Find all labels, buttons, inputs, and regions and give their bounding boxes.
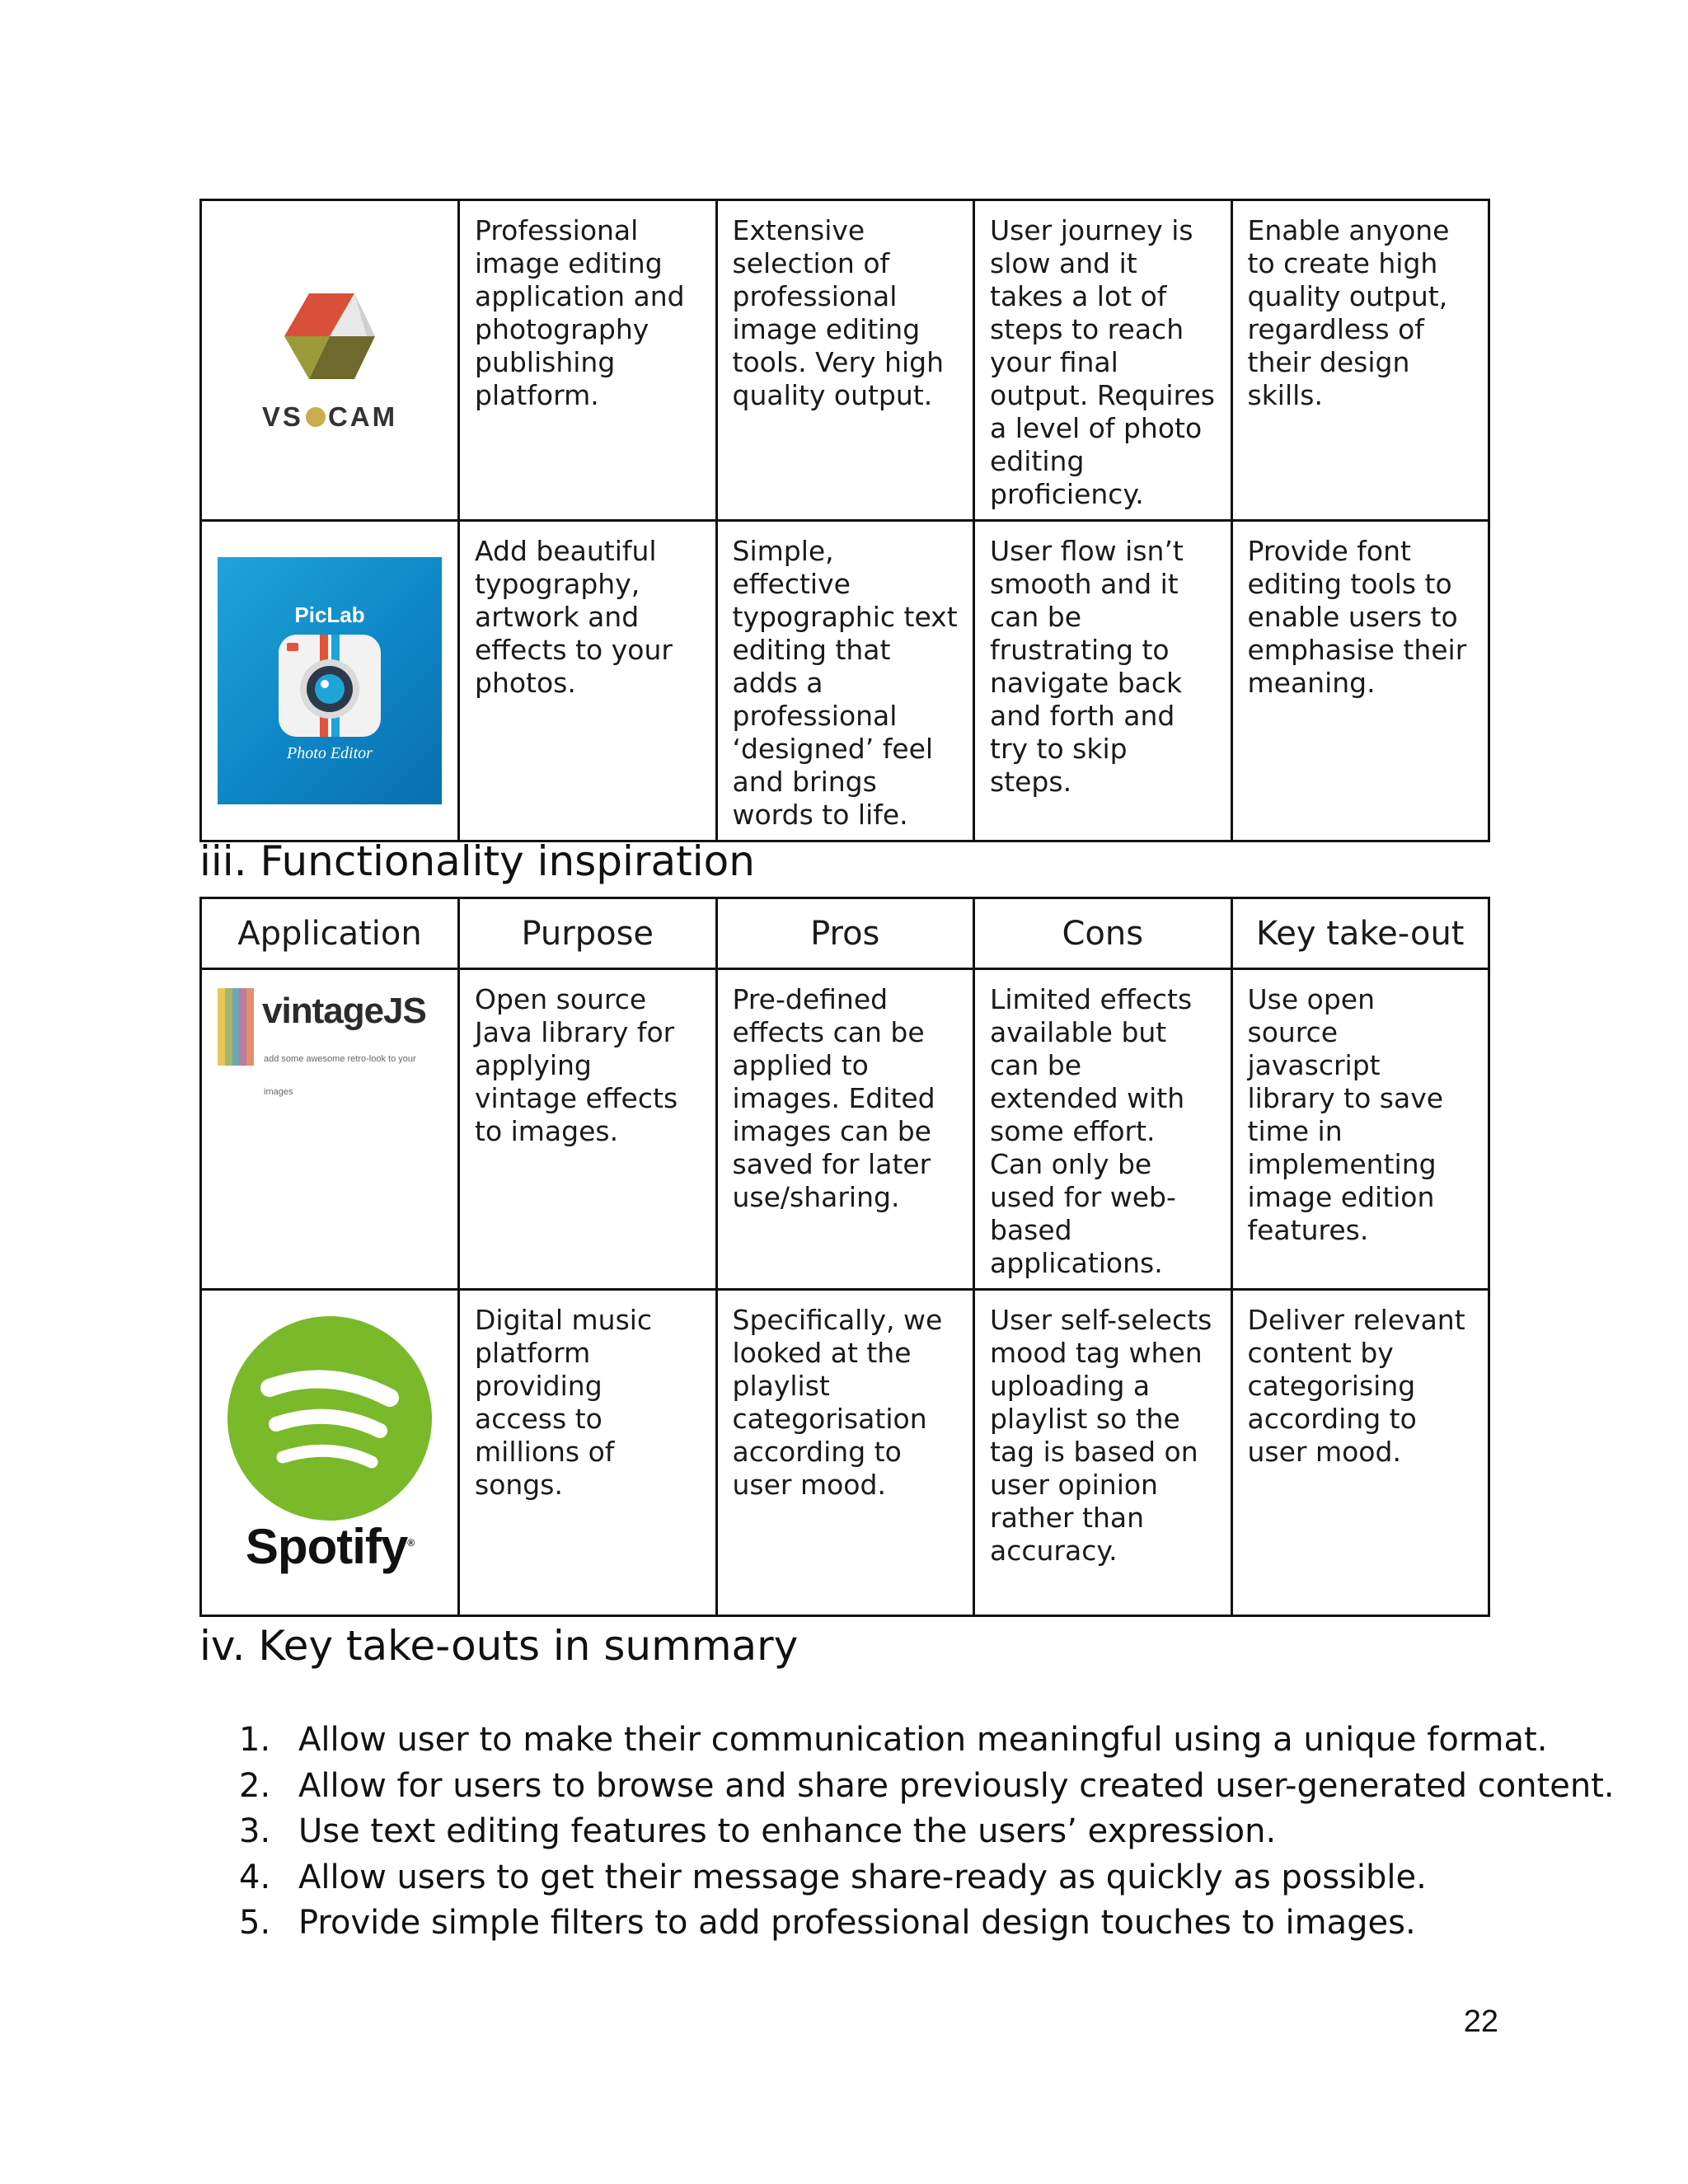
inspiration-table (199, 199, 1490, 842)
table-header-row (201, 898, 1489, 969)
spotify-wordmark: Spotify® (245, 1519, 415, 1574)
purpose-cell: Professional image editing application and photography publishing platform. (459, 200, 717, 521)
piclab-title: PicLab (294, 602, 365, 627)
takeout-cell: Use open source javascript library to save time in implementing image edition features. (1231, 969, 1489, 1290)
purpose-cell: Open source Java library for applying vintage effects to images. (459, 969, 717, 1290)
functionality-table (199, 897, 1490, 1617)
list-item: 4. Allow users to get their message share-ready as quickly as possible. (239, 1858, 1427, 1896)
purpose-cell: Digital music platform providing access to millions of songs. (459, 1290, 717, 1616)
pros-cell: Specifically, we looked at the playlist categorisation according to user mood. (716, 1290, 974, 1616)
header-application: Application (201, 898, 459, 969)
color-bars-icon (218, 988, 254, 1066)
takeout-cell: Provide font editing tools to enable users to emphasise their meaning. (1231, 521, 1489, 841)
cons-cell: Limited effects available but can be extended with some effort. Can only be used for web-based applications. (974, 969, 1232, 1290)
summary-list (239, 1718, 1615, 1947)
vsco-logo-icon (276, 287, 383, 386)
header-purpose: Purpose (459, 898, 717, 969)
list-item: 2. Allow for users to browse and share previously created user-generated content. (239, 1766, 1615, 1805)
header-pros: Pros (716, 898, 974, 969)
cons-cell: User journey is slow and it takes a lot of steps to reach your final output. Requires a level of photo editing proficiency. (974, 200, 1232, 521)
spotify-logo (212, 1315, 448, 1574)
table-row (201, 200, 1489, 521)
takeout-cell: Enable anyone to create high quality output, regardless of their design skills. (1231, 200, 1489, 521)
table-row (201, 1290, 1489, 1616)
piclab-subtitle: Photo Editor (287, 744, 373, 762)
table-row (201, 969, 1489, 1290)
functionality-heading: iii. Functionality inspiration (199, 837, 755, 885)
pros-cell: Simple, effective typographic text editing that adds a professional ‘designed’ feel and brings words to life. (716, 521, 974, 841)
vintagejs-title: vintageJS (262, 991, 426, 1031)
piclab-logo (218, 557, 442, 804)
list-item: 1. Allow user to make their communication meaningful using a unique format. (239, 1721, 1548, 1759)
header-cons: Cons (974, 898, 1232, 969)
vsco-cam-logo (212, 287, 448, 434)
takeout-cell: Deliver relevant content by categorising according to user mood. (1231, 1290, 1489, 1616)
page-number: 22 (1463, 2004, 1498, 2039)
purpose-cell: Add beautiful typography, artwork and effects to your photos. (459, 521, 717, 841)
vintagejs-logo-cell (201, 969, 459, 1290)
header-key-take-out: Key take-out (1231, 898, 1489, 969)
vsco-wordmark: VS CAM (261, 401, 398, 432)
table-row (201, 521, 1489, 841)
piclab-logo-cell (201, 521, 459, 841)
list-item: 5. Provide simple filters to add professional design touches to images. (239, 1904, 1416, 1942)
vintagejs-logo (218, 988, 442, 1097)
camera-icon (275, 631, 384, 740)
list-item: 3. Use text editing features to enhance the users’ expression. (239, 1812, 1277, 1850)
summary-heading: iv. Key take-outs in summary (199, 1622, 799, 1670)
pros-cell: Pre-defined effects can be applied to images. Edited images can be saved for later use/sharing. (716, 969, 974, 1290)
vsco-cam-logo-cell (201, 200, 459, 521)
pros-cell: Extensive selection of professional image editing tools. Very high quality output. (716, 200, 974, 521)
vintagejs-tagline: add some awesome retro-look to your images (264, 1054, 416, 1097)
spotify-icon (227, 1315, 433, 1521)
cons-cell: User flow isn’t smooth and it can be frustrating to navigate back and forth and try to skip steps. (974, 521, 1232, 841)
cons-cell: User self-selects mood tag when uploading a playlist so the tag is based on user opinion rather than accuracy. (974, 1290, 1232, 1616)
spotify-logo-cell (201, 1290, 459, 1616)
